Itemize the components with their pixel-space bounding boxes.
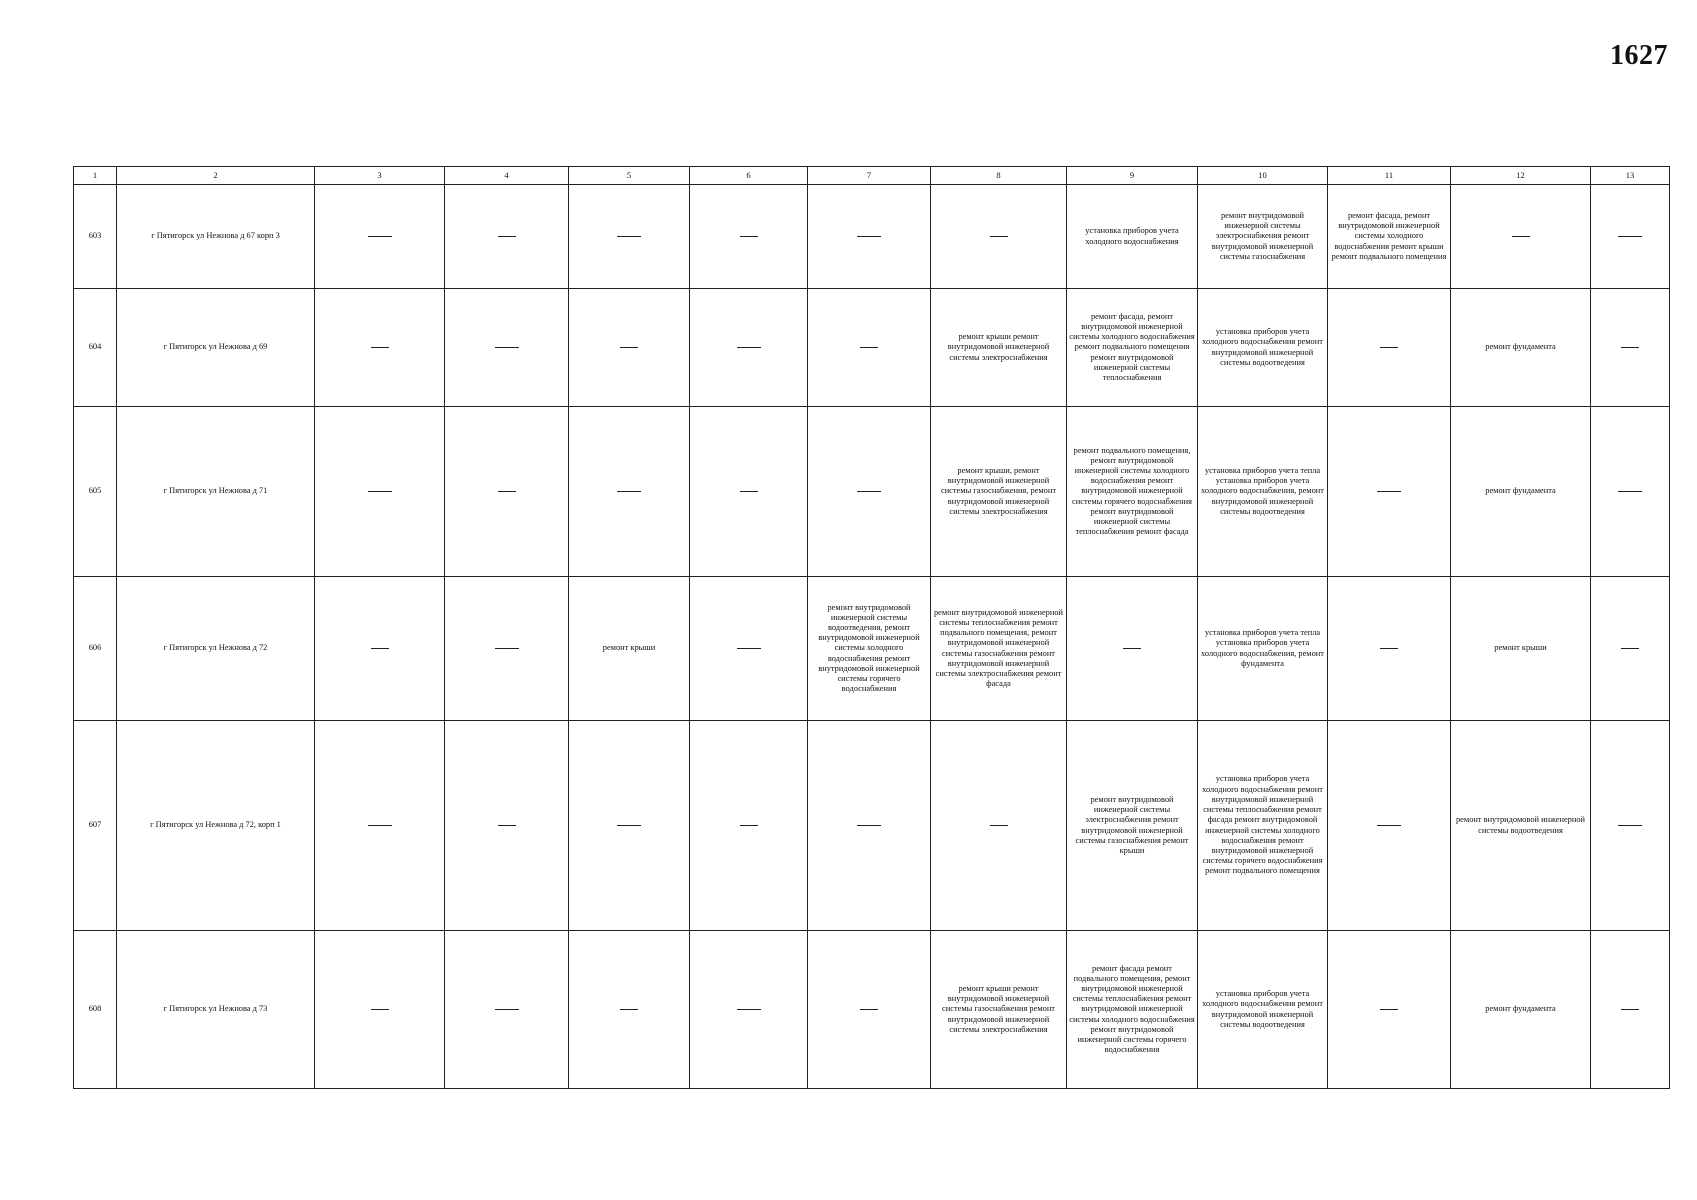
work-description: установка приборов учета холодного водоснабжения bbox=[1085, 226, 1179, 246]
work-cell-col-12 bbox=[1451, 721, 1591, 931]
work-cell-col-12 bbox=[1451, 931, 1591, 1089]
column-header-6: 6 bbox=[690, 167, 808, 185]
work-cell-col-7 bbox=[808, 931, 931, 1089]
column-header-10: 10 bbox=[1198, 167, 1328, 185]
empty-dash bbox=[737, 1009, 761, 1010]
work-description: ремонт внутридомовой инженерной системы электроснабжения ремонт внутридомовой инженерной системы газоснабжения ремонт крыши bbox=[1075, 794, 1189, 855]
empty-dash bbox=[1377, 825, 1401, 826]
work-cell-col-6 bbox=[690, 407, 808, 577]
work-cell-col-4 bbox=[445, 289, 569, 407]
work-cell-col-9 bbox=[1067, 931, 1198, 1089]
empty-dash bbox=[1380, 648, 1398, 649]
work-description: установка приборов учета холодного водоснабжения ремонт внутридомовой инженерной системы водоотведения bbox=[1202, 989, 1323, 1029]
work-cell-col-3 bbox=[315, 185, 445, 289]
work-cell-col-7 bbox=[808, 577, 931, 721]
work-cell-col-5 bbox=[569, 931, 690, 1089]
work-cell-col-4 bbox=[445, 721, 569, 931]
empty-dash bbox=[495, 1009, 519, 1010]
work-description: ремонт фундамента bbox=[1485, 1004, 1556, 1014]
work-cell-col-10 bbox=[1198, 721, 1328, 931]
work-cell-col-7 bbox=[808, 721, 931, 931]
work-cell-col-5 bbox=[569, 185, 690, 289]
empty-dash bbox=[371, 648, 389, 649]
work-description: установка приборов учета тепла установка приборов учета холодного водоснабжения, ремонт фундамента bbox=[1201, 628, 1324, 668]
table-row bbox=[74, 289, 1670, 407]
row-number: 606 bbox=[74, 577, 117, 721]
work-cell-col-5 bbox=[569, 407, 690, 577]
work-cell-col-11 bbox=[1328, 407, 1451, 577]
work-cell-col-4 bbox=[445, 931, 569, 1089]
work-description: ремонт фундамента bbox=[1485, 342, 1556, 352]
work-cell-col-13 bbox=[1591, 289, 1670, 407]
work-cell-col-10 bbox=[1198, 577, 1328, 721]
work-description: ремонт внутридомовой инженерной системы теплоснабжения ремонт подвального помещения, ремонт внутридомовой инженерной системы газоснабжения ремонт внутридомовой инженерной системы электроснабжения ремонт фасада bbox=[933, 607, 1063, 689]
work-cell-col-12 bbox=[1451, 407, 1591, 577]
work-description: ремонт крыши, ремонт внутридомовой инженерной системы газоснабжения, ремонт внутридомовой инженерной системы электроснабжения bbox=[940, 465, 1057, 516]
empty-dash bbox=[498, 236, 516, 237]
work-cell-col-9 bbox=[1067, 185, 1198, 289]
empty-dash bbox=[617, 825, 641, 826]
address-cell: г Пятигорск ул Нежнова д 72, корп 1 bbox=[117, 721, 315, 931]
work-description: ремонт подвального помещения, ремонт внутридомовой инженерной системы холодного водоснабжения ремонт внутридомовой инженерной системы горячего водоснабжения ремонт внутридомовой инженерной системы теплоснабжения ремонт фасада bbox=[1072, 445, 1192, 537]
work-cell-col-6 bbox=[690, 721, 808, 931]
work-description: ремонт фасада ремонт подвального помещения, ремонт внутридомовой инженерной системы теплоснабжения ремонт внутридомовой инженерной системы холодного водоснабжения ремонт внутридомовой инженерной системы горячего водоснабжения bbox=[1069, 963, 1195, 1055]
work-description: ремонт фасада, ремонт внутридомовой инженерной системы холодного водоснабжения ремонт подвального помещения ремонт внутридомовой инженерной системы теплоснабжения bbox=[1069, 311, 1195, 382]
work-description: ремонт фундамента bbox=[1485, 486, 1556, 496]
empty-dash bbox=[1512, 236, 1530, 237]
empty-dash bbox=[737, 347, 761, 348]
empty-dash bbox=[1618, 491, 1642, 492]
address-cell: г Пятигорск ул Нежнова д 69 bbox=[117, 289, 315, 407]
work-cell-col-9 bbox=[1067, 407, 1198, 577]
work-cell-col-10 bbox=[1198, 407, 1328, 577]
work-cell-col-8 bbox=[931, 721, 1067, 931]
empty-dash bbox=[857, 236, 881, 237]
work-cell-col-3 bbox=[315, 289, 445, 407]
work-cell-col-6 bbox=[690, 577, 808, 721]
empty-dash bbox=[737, 648, 761, 649]
row-number: 607 bbox=[74, 721, 117, 931]
column-header-2: 2 bbox=[117, 167, 315, 185]
empty-dash bbox=[740, 491, 758, 492]
empty-dash bbox=[495, 347, 519, 348]
work-cell-col-12 bbox=[1451, 185, 1591, 289]
work-cell-col-13 bbox=[1591, 185, 1670, 289]
work-description: ремонт фасада, ремонт внутридомовой инженерной системы холодного водоснабжения ремонт крыши ремонт подвального помещения bbox=[1331, 210, 1447, 261]
empty-dash bbox=[1621, 347, 1639, 348]
row-number: 608 bbox=[74, 931, 117, 1089]
column-header-11: 11 bbox=[1328, 167, 1451, 185]
empty-dash bbox=[857, 825, 881, 826]
row-number: 605 bbox=[74, 407, 117, 577]
work-cell-col-13 bbox=[1591, 721, 1670, 931]
work-cell-col-4 bbox=[445, 185, 569, 289]
work-cell-col-6 bbox=[690, 185, 808, 289]
column-header-13: 13 bbox=[1591, 167, 1670, 185]
empty-dash bbox=[1621, 648, 1639, 649]
address-cell: г Пятигорск ул Нежнова д 71 bbox=[117, 407, 315, 577]
repair-schedule-table bbox=[73, 166, 1670, 1089]
work-cell-col-8 bbox=[931, 577, 1067, 721]
page-number: 1627 bbox=[1610, 40, 1668, 71]
work-cell-col-11 bbox=[1328, 185, 1451, 289]
work-cell-col-3 bbox=[315, 407, 445, 577]
work-cell-col-8 bbox=[931, 289, 1067, 407]
table-body bbox=[74, 185, 1670, 1089]
column-header-3: 3 bbox=[315, 167, 445, 185]
work-cell-col-13 bbox=[1591, 577, 1670, 721]
empty-dash bbox=[740, 825, 758, 826]
work-cell-col-10 bbox=[1198, 185, 1328, 289]
empty-dash bbox=[495, 648, 519, 649]
column-header-12: 12 bbox=[1451, 167, 1591, 185]
empty-dash bbox=[620, 347, 638, 348]
work-cell-col-6 bbox=[690, 931, 808, 1089]
empty-dash bbox=[1380, 1009, 1398, 1010]
work-description: установка приборов учета холодного водоснабжения ремонт внутридомовой инженерной системы водоотведения bbox=[1202, 327, 1323, 367]
work-cell-col-8 bbox=[931, 407, 1067, 577]
empty-dash bbox=[1123, 648, 1141, 649]
work-cell-col-13 bbox=[1591, 931, 1670, 1089]
empty-dash bbox=[990, 236, 1008, 237]
work-cell-col-10 bbox=[1198, 289, 1328, 407]
table-row bbox=[74, 407, 1670, 577]
work-description: ремонт крыши ремонт внутридомовой инженерной системы электроснабжения bbox=[947, 332, 1050, 362]
work-cell-col-11 bbox=[1328, 721, 1451, 931]
work-cell-col-5 bbox=[569, 721, 690, 931]
empty-dash bbox=[498, 491, 516, 492]
empty-dash bbox=[371, 347, 389, 348]
empty-dash bbox=[617, 236, 641, 237]
work-cell-col-4 bbox=[445, 577, 569, 721]
empty-dash bbox=[368, 236, 392, 237]
work-cell-col-8 bbox=[931, 185, 1067, 289]
work-cell-col-5 bbox=[569, 289, 690, 407]
table-row bbox=[74, 185, 1670, 289]
work-cell-col-12 bbox=[1451, 577, 1591, 721]
empty-dash bbox=[620, 1009, 638, 1010]
address-cell: г Пятигорск ул Нежнова д 67 корп 3 bbox=[117, 185, 315, 289]
row-number: 604 bbox=[74, 289, 117, 407]
work-cell-col-9 bbox=[1067, 577, 1198, 721]
empty-dash bbox=[1618, 825, 1642, 826]
empty-dash bbox=[857, 491, 881, 492]
work-cell-col-11 bbox=[1328, 577, 1451, 721]
empty-dash bbox=[1377, 491, 1401, 492]
column-header-9: 9 bbox=[1067, 167, 1198, 185]
column-header-8: 8 bbox=[931, 167, 1067, 185]
work-cell-col-4 bbox=[445, 407, 569, 577]
work-cell-col-12 bbox=[1451, 289, 1591, 407]
header-row bbox=[74, 167, 1670, 185]
work-description: ремонт внутридомовой инженерной системы электроснабжения ремонт внутридомовой инженерной системы газоснабжения bbox=[1211, 210, 1314, 261]
column-header-4: 4 bbox=[445, 167, 569, 185]
empty-dash bbox=[860, 1009, 878, 1010]
empty-dash bbox=[990, 825, 1008, 826]
column-header-7: 7 bbox=[808, 167, 931, 185]
address-cell: г Пятигорск ул Нежнова д 72 bbox=[117, 577, 315, 721]
work-cell-col-7 bbox=[808, 407, 931, 577]
work-description: установка приборов учета холодного водоснабжения ремонт внутридомовой инженерной системы теплоснабжения ремонт фасада ремонт внутридомовой инженерной системы холодного водоснабжения ремонт внутридомовой инженерной системы горячего водоснабжения ремонт подвального помещения bbox=[1202, 774, 1323, 876]
table-row bbox=[74, 931, 1670, 1089]
empty-dash bbox=[1621, 1009, 1639, 1010]
table-row bbox=[74, 721, 1670, 931]
empty-dash bbox=[368, 491, 392, 492]
empty-dash bbox=[1380, 347, 1398, 348]
work-cell-col-7 bbox=[808, 289, 931, 407]
work-description: ремонт крыши bbox=[602, 643, 656, 653]
table-row bbox=[74, 577, 1670, 721]
empty-dash bbox=[498, 825, 516, 826]
work-cell-col-9 bbox=[1067, 721, 1198, 931]
work-cell-col-6 bbox=[690, 289, 808, 407]
work-cell-col-7 bbox=[808, 185, 931, 289]
work-cell-col-9 bbox=[1067, 289, 1198, 407]
column-header-1: 1 bbox=[74, 167, 117, 185]
address-cell: г Пятигорск ул Нежнова д 73 bbox=[117, 931, 315, 1089]
work-description: ремонт внутридомовой инженерной системы водоотведения, ремонт внутридомовой инженерной системы холодного водоснабжения ремонт внутридомовой инженерной системы горячего водоснабжения bbox=[818, 602, 920, 694]
work-description: ремонт крыши bbox=[1494, 643, 1547, 653]
empty-dash bbox=[617, 491, 641, 492]
work-cell-col-11 bbox=[1328, 931, 1451, 1089]
work-cell-col-3 bbox=[315, 577, 445, 721]
empty-dash bbox=[1618, 236, 1642, 237]
work-cell-col-3 bbox=[315, 721, 445, 931]
work-cell-col-11 bbox=[1328, 289, 1451, 407]
work-cell-col-5 bbox=[569, 577, 690, 721]
work-cell-col-3 bbox=[315, 931, 445, 1089]
empty-dash bbox=[740, 236, 758, 237]
work-description: ремонт крыши ремонт внутридомовой инженерной системы газоснабжения ремонт внутридомовой инженерной системы электроснабжения bbox=[942, 983, 1055, 1034]
work-description: установка приборов учета тепла установка приборов учета холодного водоснабжения, ремонт внутридомовой инженерной системы водоотведения bbox=[1201, 465, 1324, 516]
column-header-5: 5 bbox=[569, 167, 690, 185]
empty-dash bbox=[368, 825, 392, 826]
work-description: ремонт внутридомовой инженерной системы водоотведения bbox=[1455, 815, 1585, 835]
empty-dash bbox=[371, 1009, 389, 1010]
work-cell-col-13 bbox=[1591, 407, 1670, 577]
empty-dash bbox=[860, 347, 878, 348]
row-number: 603 bbox=[74, 185, 117, 289]
work-cell-col-10 bbox=[1198, 931, 1328, 1089]
work-cell-col-8 bbox=[931, 931, 1067, 1089]
